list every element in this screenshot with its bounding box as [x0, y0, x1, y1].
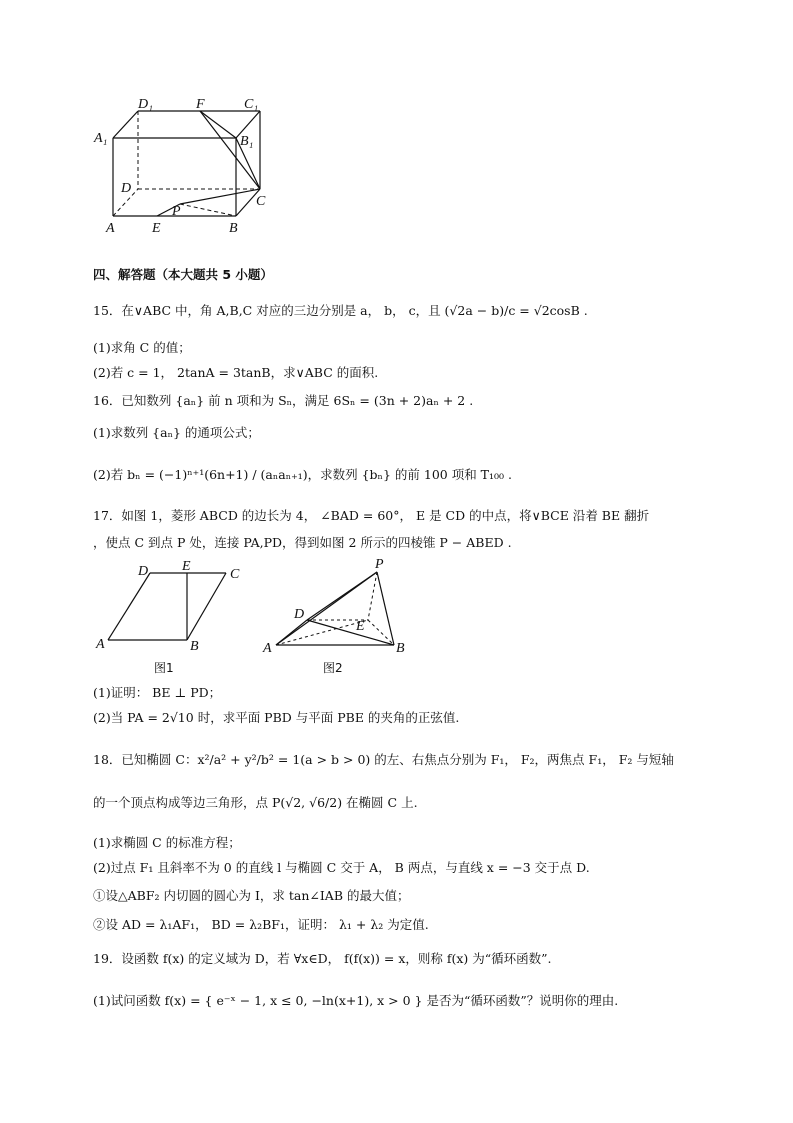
label-B: B: [229, 221, 238, 236]
label-A: A: [106, 221, 115, 236]
problem-18-stem-1: 18．已知椭圆 C：x²/a² + y²/b² = 1(a > b > 0) 的左、右焦点分别为 F₁， F₂，两焦点 F₁， F₂ 与短轴: [93, 752, 674, 767]
fig2-label-D: D: [294, 607, 305, 622]
label-D1: D₁: [138, 97, 153, 112]
fig2-edge-D-B: [307, 620, 394, 645]
section-title: 四、解答题（本大题共 5 小题）: [93, 267, 273, 282]
problem-17-stem-1: 17．如图 1，菱形 ABCD 的边长为 4， ∠BAD = 60°， E 是 CD 的中点，将∨BCE 沿着 BE 翻折: [93, 508, 650, 523]
problem-16-stem: 16．已知数列 {aₙ} 前 n 项和为 Sₙ，满足 6Sₙ = (3n + 2)aₙ + 2 .: [93, 393, 474, 408]
label-D: D: [121, 181, 132, 196]
problem-16-part1: (1)求数列 {aₙ} 的通项公式；: [93, 425, 260, 440]
fig1-edge-A-D: [108, 573, 150, 640]
problem-18-part2: (2)过点 F₁ 且斜率不为 0 的直线 l 与椭圆 C 交于 A， B 两点，与直线 x = −3 交于点 D.: [93, 860, 590, 875]
fig2-label-A: A: [263, 641, 272, 656]
label-C: C: [256, 194, 266, 209]
problem-17-part1: (1)证明： BE ⊥ PD；: [93, 685, 222, 700]
fig2-edge-A-D: [276, 620, 307, 645]
problem-18-part2-ii: ②设 AD = λ₁AF₁， BD = λ₂BF₁，证明： λ₁ + λ₂ 为定值.: [93, 917, 429, 932]
label-B1: B₁: [240, 134, 254, 149]
problem-19-stem: 19．设函数 f(x) 的定义域为 D，若 ∀x∈D， f(f(x)) = x，则称 f(x) 为“循环函数”.: [93, 951, 552, 966]
fig1-label-C: C: [230, 567, 240, 582]
fig2-caption: 图2: [323, 661, 343, 675]
label-P: P: [172, 204, 181, 219]
fig1-label-A: A: [96, 637, 105, 652]
problem-18-part2-i: ①设△ABF₂ 内切圆的圆心为 I，求 tan∠IAB 的最大值；: [93, 888, 410, 903]
fig2-label-E: E: [356, 619, 365, 634]
problem-16-part2: (2)若 bₙ = (−1)ⁿ⁺¹(6n+1) / (aₙaₙ₊₁)，求数列 {bₙ} 的前 100 项和 T₁₀₀ .: [93, 467, 512, 482]
fig1-edge-B-C: [187, 573, 226, 640]
fig2-label-P: P: [375, 557, 384, 572]
fig1-caption: 图1: [154, 661, 174, 675]
fig2-hidden-P-E: [368, 572, 377, 620]
label-C1: C₁: [244, 97, 259, 112]
problem-15-stem: 15．在∨ABC 中，角 A,B,C 对应的三边分别是 a， b， c，且 (√2a − b)/c = √2cosB .: [93, 303, 588, 318]
problem-18-part1: (1)求椭圆 C 的标准方程；: [93, 835, 241, 850]
problem-17-stem-2: ，使点 C 到点 P 处，连接 PA,PD，得到如图 2 所示的四棱锥 P − ABED .: [93, 535, 512, 550]
fig1-label-D: D: [138, 564, 149, 579]
fig1-label-B: B: [190, 639, 199, 654]
fig2-edge-D-P: [307, 572, 377, 620]
problem-15-part2: (2)若 c = 1， 2tanA = 3tanB，求∨ABC 的面积.: [93, 365, 379, 380]
problem-19-part1: (1)试问函数 f(x) = { e⁻ˣ − 1, x ≤ 0, −ln(x+1), x > 0 } 是否为“循环函数”？说明你的理由.: [93, 993, 619, 1008]
problem-18-stem-2: 的一个顶点构成等边三角形，点 P(√2, √6/2) 在椭圆 C 上.: [93, 795, 418, 810]
fig2-edge-P-B: [377, 572, 394, 645]
label-E: E: [152, 221, 161, 236]
problem-17-part2: (2)当 PA = 2√10 时，求平面 PBD 与平面 PBE 的夹角的正弦值.: [93, 710, 460, 725]
problem-15-part1: (1)求角 C 的值；: [93, 340, 191, 355]
label-A1: A₁: [94, 131, 108, 146]
label-F: F: [196, 97, 205, 112]
fig2-label-B: B: [396, 641, 405, 656]
fig1-label-E: E: [182, 559, 191, 574]
